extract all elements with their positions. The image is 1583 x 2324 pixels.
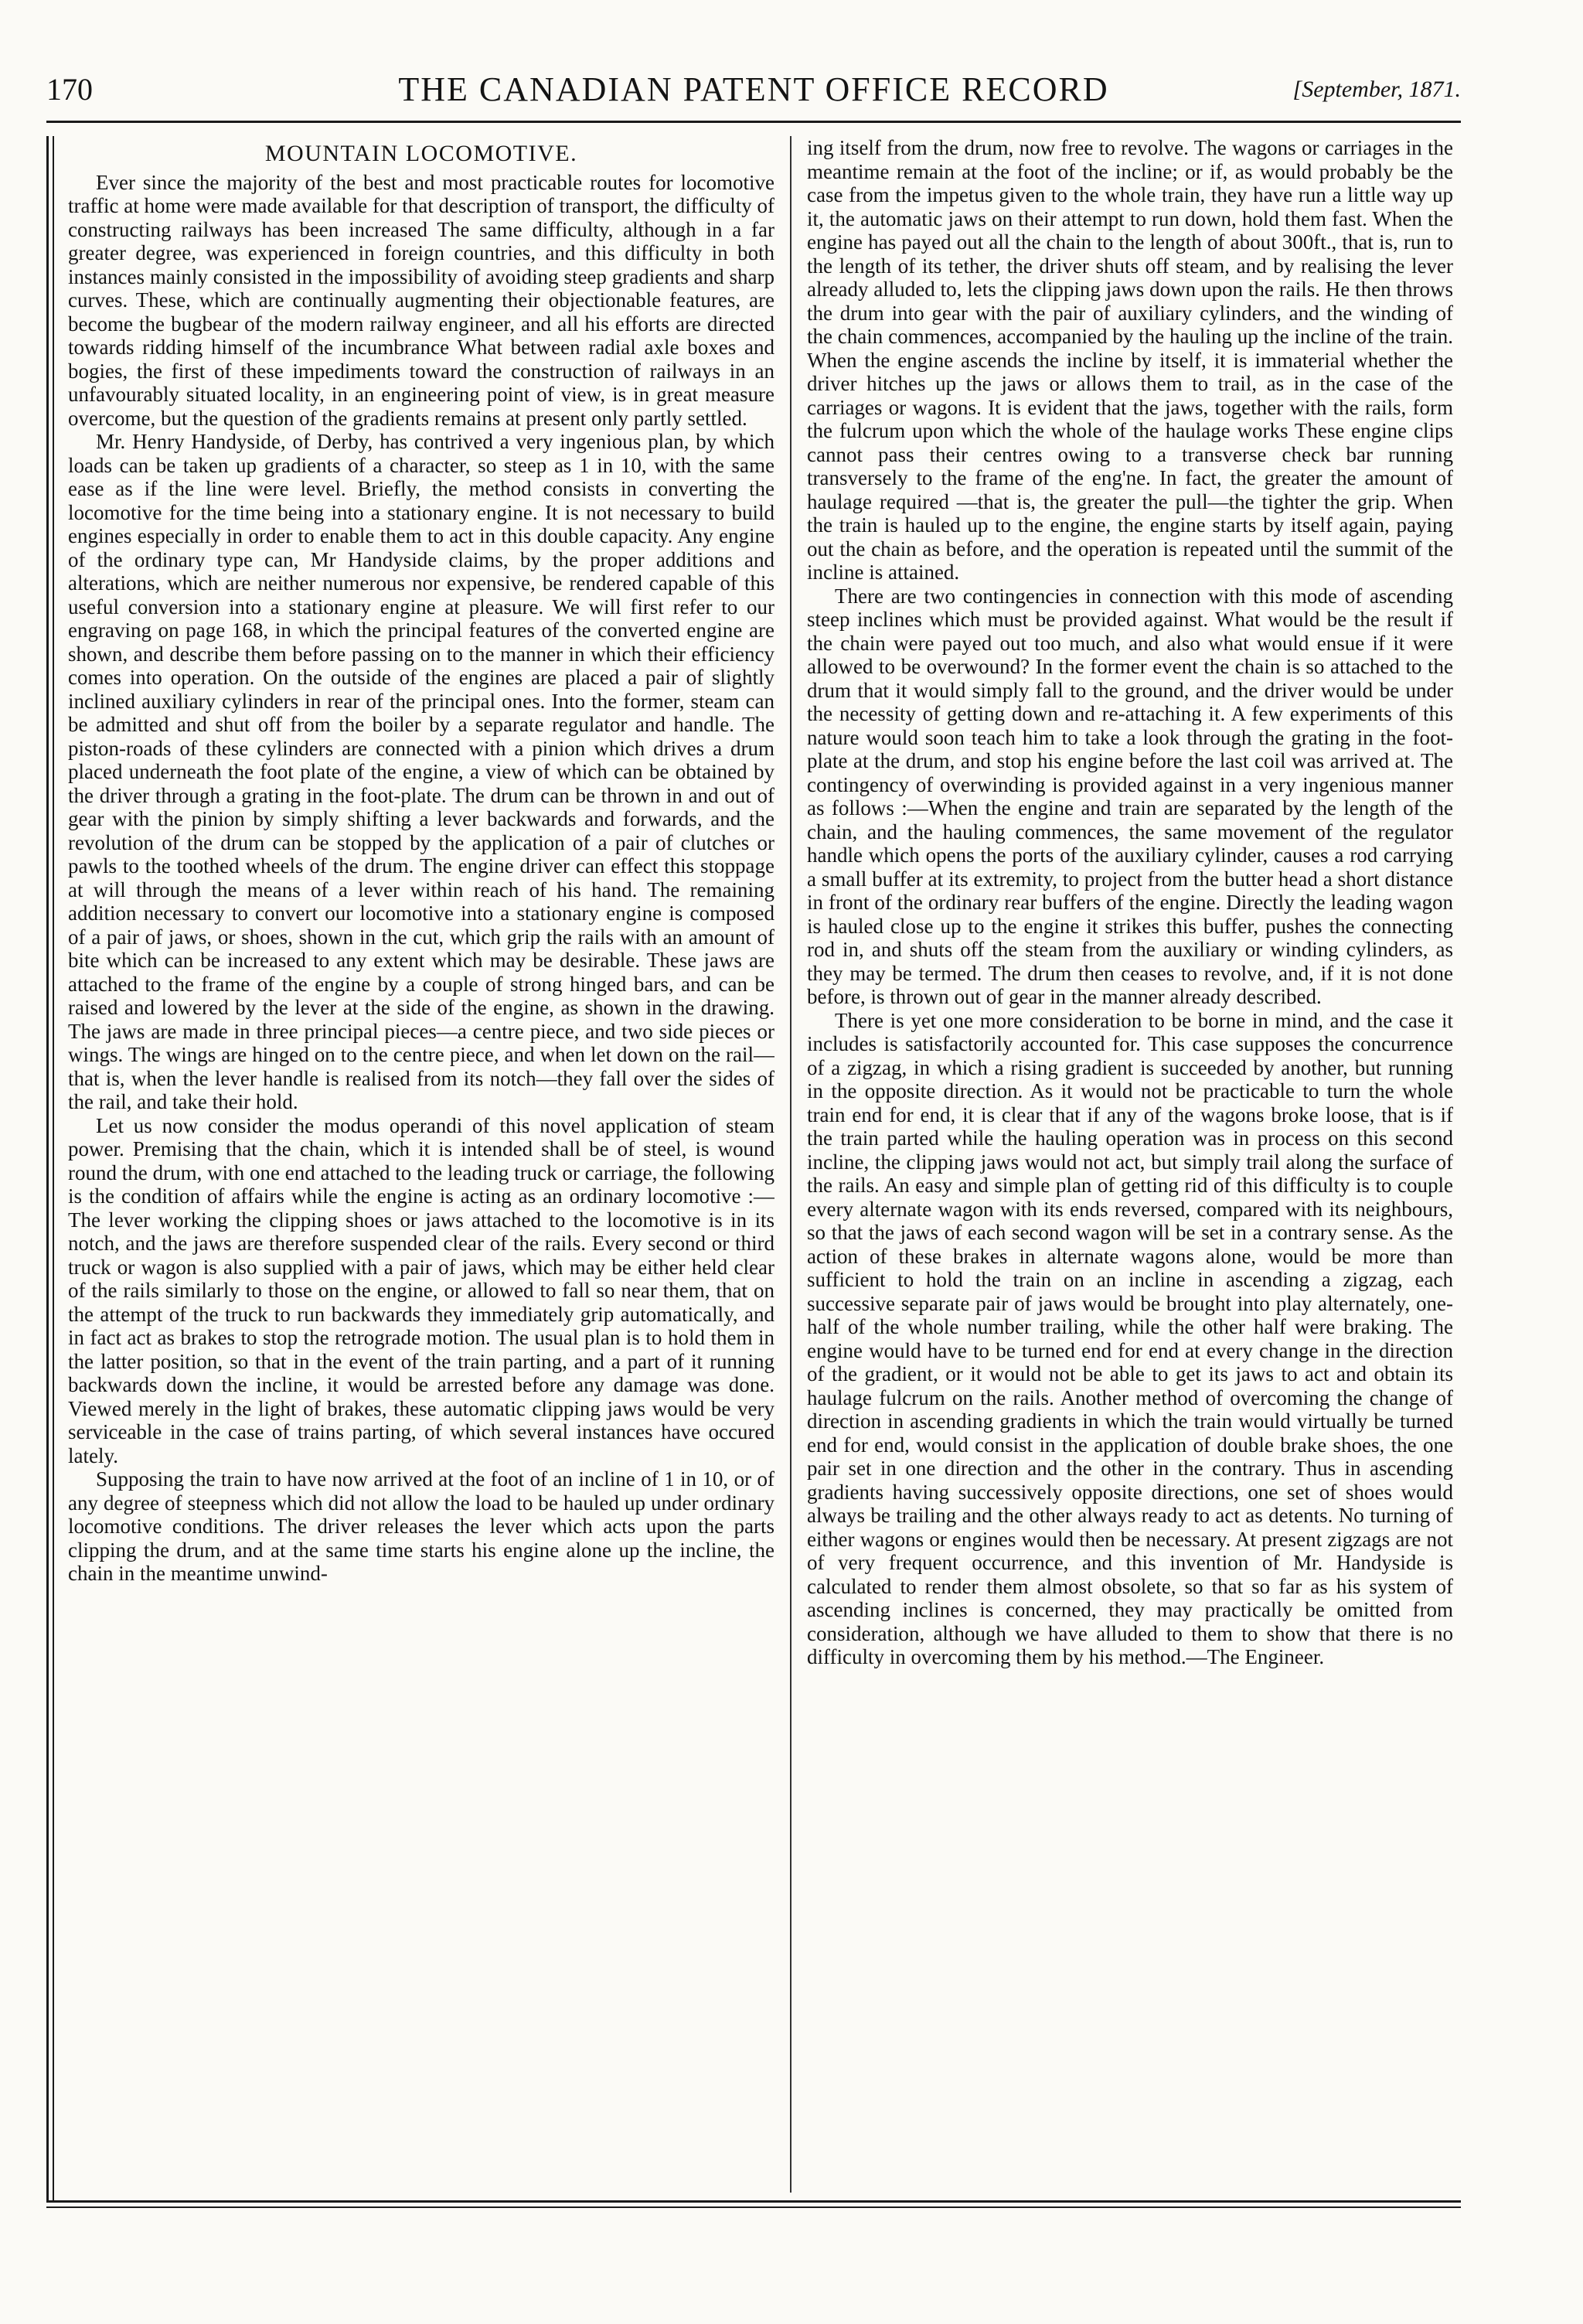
column-divider bbox=[790, 136, 792, 2193]
article-title: MOUNTAIN LOCOMOTIVE. bbox=[264, 141, 578, 166]
paragraph-modus-operandi-text: Let us now consider the modus operandi of this novel application of steam power. Premising that the chain, which it is intended shall be of steel, is wound round the drum, with one end attached to the leading truck or carriage, the following is the condition of affairs while the engine is acting as an ordinary locomotive :—The lever working the clipping shoes or jaws attached to the locomotive is in its notch, and the jaws are therefore suspended clear of the rails. Every second or third truck or wagon is also supplied with a pair of jaws, which may be either held clear of the rails similarly to those on the engine, or allowed to fall so near them, that on the attempt of the truck to run backwards they immediately grip automatically, and in fact act as brakes to stop the retrograde motion. The usual plan is to hold them in the latter position, so that in the event of the train parting, and a part of it running backwards down the incline, it would be arrested before any damage was done. Viewed merely in the light of brakes, these automatic clipping jaws would be very serviceable in the case of trains parting, of which several instances have occured lately. bbox=[68, 1113, 774, 1467]
page-header bbox=[46, 68, 1461, 114]
right-column bbox=[807, 136, 1453, 2193]
page-number: 170 bbox=[46, 72, 93, 107]
paragraph-handyside-plan: Mr. Henry Handyside, of Derby, has contrived a very ingenious plan, by which loads can be taken up gradients of a character, so steep as 1 in 10, with the same ease as if the line were level. Briefly, the method consists in converting the locomotive for the time being into a stationary engine. It is not necessary to build engines especially in order to enable them to act in this double capacity. Any engine of the ordinary type can, Mr Handyside claims, by the proper additions and alterations, which are neither numerous nor expensive, be rendered capable of this useful conversion into a stationary engine at pleasure. We will first refer to our engraving on page 168, in which the principal features of the converted engine are shown, and describe them before passing on to the manner in which their efficiency comes into operation. On the outside of the engines are placed a pair of slightly inclined auxiliary cylinders in rear of the principal ones. Into the former, steam can be admitted and shut off from the boiler by a separate regulator and handle. The piston-roads of these cylinders are connected with a pinion which drives a drum placed underneath the foot plate of the engine, a view of which can be obtained by the driver through a grating in the foot-plate. The drum can be thrown in and out of gear with the pinion by simply shifting a lever backwards and forwards, and the revolution of the drum can be stopped by the application of a pair of clutches or pawls to the toothed wheels of the drum. The engine driver can effect this stoppage at will through the means of a lever within reach of his hand. The remaining addition necessary to convert our locomotive into a stationary engine is composed of a pair of jaws, or shoes, shown in the cut, which grip the rails with an amount of bite which can be increased to any extent which may be desirable. These jaws are attached to the frame of the engine by a couple of strong hinged bars, and can be raised and lowered by the lever at the side of the engine, as shown in the drawing. The jaws are made in three principal pieces—a centre piece, and two side pieces or wings. The wings are hinged on to the centre piece, and when let down on the rail—that is, when the lever handle is realised from its notch—they fall over the sides of the rail, and take their hold. bbox=[68, 430, 774, 1113]
paragraph-zigzag: There is yet one more consideration to be borne in mind, and the case it includes is satisfactorily accounted for. This case supposes the concurrence of a zigzag, in which a rising gradient is succeeded by another, but running in the opposite direction. As it would not be practicable to turn the whole train end for end, it is clear that if any of the wagons broke loose, that is if the train parted while the hauling operation was in process on this second incline, the clipping jaws would not act, but simply trail along the surface of the rails. An easy and simple plan of getting rid of this difficulty is to couple every alternate wagon with its ends reversed, compared with its neighbours, so that the jaws of each second wagon will be set in a contrary sense. As the action of these brakes in alternate wagons alone, would be more than sufficient to hold the train on an incline in ascending a zigzag, each successive separate pair of jaws would be brought into play alternately, one-half of the whole number trailing, while the other half were braking. The engine would have to be turned end for end at every change in the direction of the gradient, or it would not be able to get its jaws to act and obtain its haulage fulcrum on the rails. Another method of overcoming the change of direction in ascending gradients in which the train would virtually be turned end for end, would consist in the application of double brake shoes, the one pair set in one direction and the other in the contrary. Thus in ascending gradients having successively opposite directions, one set of shoes would always be trailing and the other always ready to act as detents. No turning of either wagons or engines would then be necessary. At present zigzags are not of very frequent occurrence, and this invention of Mr. Handyside is calculated to render them almost obsolete, so that so far as his system of ascending inclines is concerned, they may practically be omitted from consideration, although we have alluded to them to show that there is no difficulty in overcoming them by his method.—The Engineer. bbox=[807, 1008, 1453, 1668]
paragraph-contingencies: There are two contingencies in connection with this mode of ascending steep inclines which must be provided against. What would be the result if the chain were payed out too much, and also what would ensue if it were allowed to be overwound? In the former event the chain is so attached to the drum that it would simply fall to the ground, and the driver would be under the necessity of getting down and re-attaching it. A few experiments of this nature would soon teach him to take a look through the grating in the foot-plate at the drum, and stop his engine before the last coil was arrived at. The contingency of overwinding is provided against in a very ingenious manner as follows :—When the engine and train are separated by the length of the chain, and the hauling commences, the same movement of the regulator handle which opens the ports of the auxiliary cylinder, causes a rod carrying a small buffer at its extremity, to project from the butter head a short distance in front of the ordinary rear buffers of the engine. Directly the leading wagon is hauled close up to the engine it strikes this buffer, pushes the connecting rod in, and shuts off the steam from the auxiliary or winding cylinders, as they may be termed. The drum then ceases to revolve, and, if it is not done before, is thrown out of gear in the manner already described. bbox=[807, 584, 1453, 1008]
frame-bottom-rule bbox=[46, 2200, 1461, 2203]
frame-bottom-rule-inner bbox=[46, 2206, 1461, 2208]
paragraph-continuation: ing itself from the drum, now free to revolve. The wagons or carriages in the meantime remain at the foot of the incline; or if, as would probably be the case from the impetus given to the whole train, they have run a little way up it, the automatic jaws on their attempt to run down, hold them fast. When the engine has payed out all the chain to the length of about 300ft., that is, run to the length of its tether, the driver shuts off steam, and by realising the lever already alluded to, lets the clipping jaws down upon the rails. He then throws the drum into gear with the pair of auxiliary cylinders, and the winding of the chain commences, accompanied by the hauling up the incline of the train. When the engine ascends the incline by itself, it is immaterial whether the driver hitches up the jaws or allows them to trail, as in the case of the carriages or wagons. It is evident that the jaws, together with the rails, form the fulcrum upon which the whole of the haulage works These engine clips cannot pass their centres owing to a transverse check bar running transversely to the frame of the eng'ne. In fact, the greater the amount of haulage required —that is, the greater the pull—the tighter the grip. When the train is hauled up to the engine, the engine starts by itself again, paying out the chain as before, and the operation is repeated until the summit of the incline is attained. bbox=[807, 136, 1453, 584]
paragraph-arrival-foot: Supposing the train to have now arrived at the foot of an incline of 1 in 10, or of any degree of steepness which did not allow the load to be hauled up under ordinary locomotive conditions. The driver releases the lever which acts upon the parts clipping the drum, and at the same time starts his engine alone up the incline, the chain in the meantime unwind- bbox=[68, 1467, 774, 1585]
header-rule bbox=[46, 121, 1461, 123]
frame-left-rule-inner bbox=[53, 136, 54, 2200]
article-frame bbox=[46, 136, 1461, 2285]
running-title: THE CANADIAN PATENT OFFICE RECORD bbox=[398, 70, 1109, 108]
issue-date: [September, 1871. bbox=[1292, 77, 1461, 102]
frame-left-rule bbox=[46, 136, 49, 2200]
paragraph-modus-operandi bbox=[68, 1114, 774, 1468]
paragraph-intro: Ever since the majority of the best and most practicable routes for locomotive traffic at home were made available for that description of transport, the difficulty of constructing railways has been increased The same difficulty, although in a far greater degree, was experienced in foreign countries, and this difficulty in both instances mainly consisted in the impossibility of avoiding steep gradients and sharp curves. These, which are continually augmenting their objectionable features, are become the bugbear of the modern railway engineer, and all his efforts are directed towards ridding himself of the incumbrance What between radial axle boxes and bogies, the first of these impediments toward the construction of railways in an unfavourably situated locality, in an engineering point of view, is in great measure overcome, but the question of the gradients remains at present only partly settled. bbox=[68, 170, 774, 430]
left-column bbox=[68, 136, 774, 2193]
